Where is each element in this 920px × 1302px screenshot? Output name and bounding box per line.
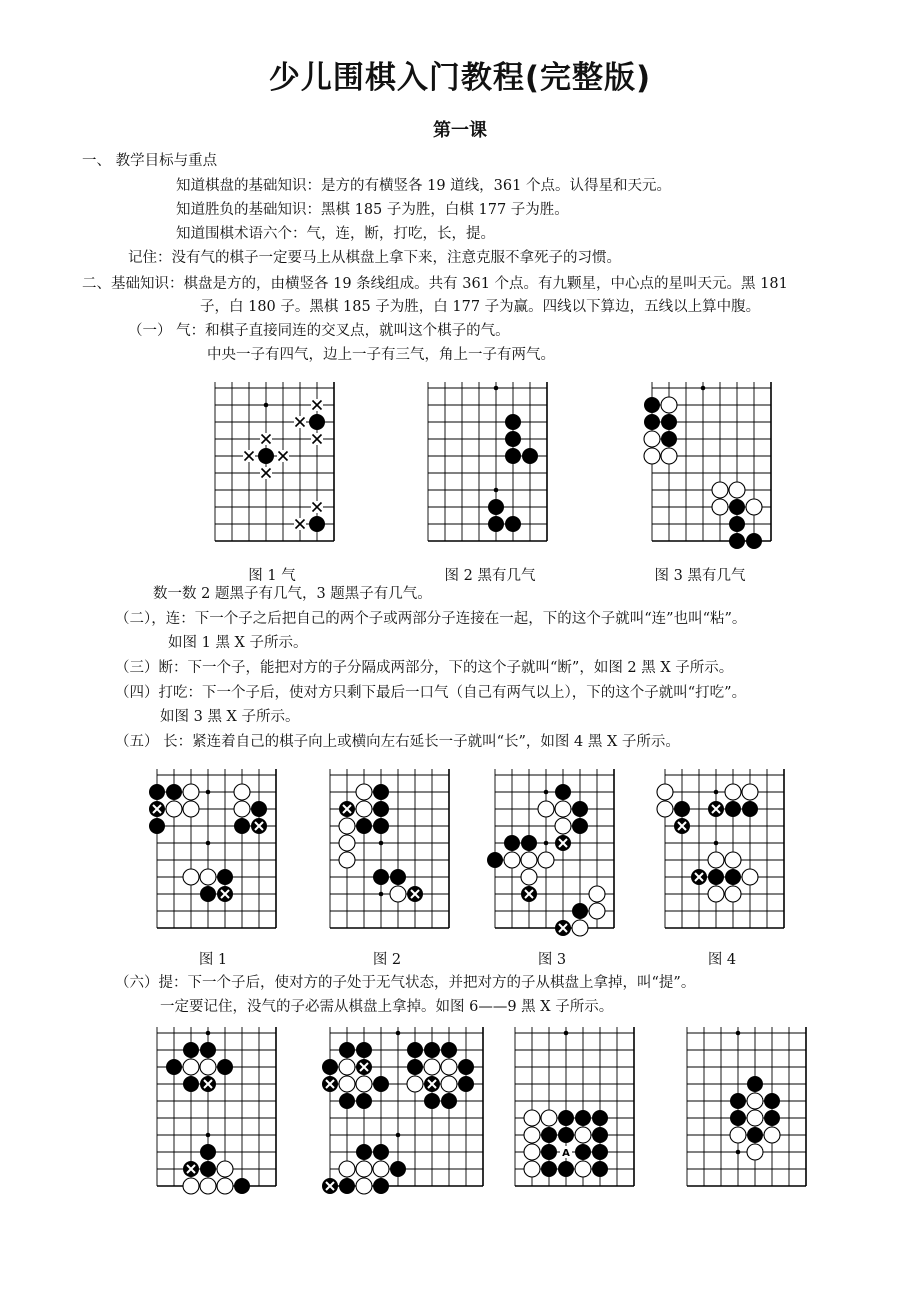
white-stone	[183, 784, 199, 800]
white-stone	[661, 397, 677, 413]
white-stone	[441, 1076, 457, 1092]
white-stone	[504, 852, 520, 868]
section-2-basics-cont: 子，白 180 子。黑棋 185 子为胜，白 177 子为赢。四线以下算边，五线以上算中腹。	[200, 299, 761, 315]
white-stone	[166, 801, 182, 817]
black-stone	[373, 818, 389, 834]
black-stone	[407, 1042, 423, 1058]
white-stone	[708, 886, 724, 902]
white-stone	[524, 1110, 540, 1126]
black-stone	[572, 801, 588, 817]
black-stone	[356, 1093, 372, 1109]
white-stone	[538, 852, 554, 868]
black-stone	[742, 801, 758, 817]
point-label: A	[562, 1148, 570, 1159]
black-stone	[541, 1144, 557, 1160]
black-stone	[166, 784, 182, 800]
white-stone	[339, 1076, 355, 1092]
white-stone	[725, 852, 741, 868]
caption-row2-fig3: 图 3	[537, 952, 567, 968]
dachi-figure-ref: 如图 3 黑 X 子所示。	[160, 709, 300, 725]
white-stone	[538, 801, 554, 817]
white-stone	[234, 801, 250, 817]
black-stone	[558, 1127, 574, 1143]
qi-definition: （一） 气：和棋子直接同连的交叉点，就叫这个棋子的气。	[128, 323, 510, 339]
black-stone	[661, 414, 677, 430]
board-qi-fig1	[205, 378, 344, 551]
black-stone	[200, 886, 216, 902]
black-stone	[747, 1127, 763, 1143]
caption-qi-fig3: 图 3 黑有几气	[654, 568, 746, 584]
black-stone	[200, 1161, 216, 1177]
section-2-basics: 二、基础知识：棋盘是方的，由横竖各 19 条线组成。共有 361 个点。有九颗星，中心点的星叫天元。黑 181	[82, 276, 788, 292]
count-qi-question: 数一数 2 题黑子有几气，3 题黑子有几气。	[153, 586, 432, 602]
white-stone	[575, 1161, 591, 1177]
star-point	[564, 1031, 569, 1036]
black-stone	[149, 818, 165, 834]
black-stone	[504, 835, 520, 851]
black-stone	[234, 818, 250, 834]
black-stone	[488, 499, 504, 515]
black-stone	[572, 818, 588, 834]
black-stone	[488, 516, 504, 532]
white-stone	[200, 1059, 216, 1075]
section-1-heading: 一、 教学目标与重点	[82, 153, 218, 169]
white-stone	[521, 869, 537, 885]
black-stone	[729, 533, 745, 549]
black-stone	[592, 1110, 608, 1126]
black-stone	[644, 414, 660, 430]
white-stone	[725, 886, 741, 902]
board-qi-fig3	[642, 378, 781, 551]
star-point	[206, 1133, 211, 1138]
black-stone	[217, 1059, 233, 1075]
reminder-text: 记住：没有气的棋子一定要马上从棋盘上拿下来，注意克服不拿死子的习惯。	[128, 250, 621, 266]
star-point	[206, 841, 211, 846]
black-stone	[200, 1144, 216, 1160]
white-stone	[373, 1161, 389, 1177]
white-stone	[356, 784, 372, 800]
white-stone	[555, 818, 571, 834]
ti-definition: （六）提：下一个子后，使对方的子处于无气状态，并把对方的子从棋盘上拿掉，叫“提”。	[115, 975, 696, 991]
black-stone	[441, 1093, 457, 1109]
black-stone	[339, 1042, 355, 1058]
black-stone	[373, 1178, 389, 1194]
star-point	[544, 841, 549, 846]
white-stone	[746, 499, 762, 515]
black-stone	[407, 1059, 423, 1075]
white-stone	[356, 1076, 372, 1092]
black-stone	[441, 1042, 457, 1058]
caption-row2-fig2: 图 2	[372, 952, 402, 968]
black-stone	[746, 533, 762, 549]
white-stone	[589, 903, 605, 919]
black-stone	[373, 869, 389, 885]
black-stone	[339, 1093, 355, 1109]
board-ti-fig6	[147, 1023, 286, 1196]
black-stone	[373, 1076, 389, 1092]
black-stone	[592, 1144, 608, 1160]
white-stone	[356, 1178, 372, 1194]
caption-qi-fig2: 图 2 黑有几气	[444, 568, 536, 584]
caption-qi-fig1: 图 1 气	[248, 568, 296, 584]
white-stone	[521, 852, 537, 868]
black-stone	[390, 1161, 406, 1177]
black-stone	[725, 869, 741, 885]
black-stone	[424, 1093, 440, 1109]
white-stone	[356, 801, 372, 817]
black-stone	[356, 1042, 372, 1058]
black-stone	[521, 835, 537, 851]
star-point	[264, 403, 269, 408]
black-stone	[356, 818, 372, 834]
duan-definition: （三）断：下一个子，能把对方的子分隔成两部分，下的这个子就叫“断”，如图 2 黑 X 子所示。	[115, 660, 734, 676]
white-stone	[708, 852, 724, 868]
black-stone	[183, 1042, 199, 1058]
black-stone	[505, 431, 521, 447]
lian-figure-ref: 如图 1 黑 X 子所示。	[168, 635, 308, 651]
white-stone	[183, 1059, 199, 1075]
white-stone	[712, 499, 728, 515]
white-stone	[657, 801, 673, 817]
black-stone	[730, 1110, 746, 1126]
black-stone	[322, 1059, 338, 1075]
white-stone	[661, 448, 677, 464]
black-stone	[661, 431, 677, 447]
white-stone	[572, 920, 588, 936]
star-point	[736, 1150, 741, 1155]
board-ti-fig8	[505, 1023, 644, 1196]
white-stone	[441, 1059, 457, 1075]
white-stone	[524, 1127, 540, 1143]
black-stone	[725, 801, 741, 817]
white-stone	[200, 869, 216, 885]
black-stone	[200, 1042, 216, 1058]
white-stone	[712, 482, 728, 498]
black-stone	[747, 1076, 763, 1092]
lesson-heading: 第一课	[433, 120, 487, 141]
white-stone	[183, 801, 199, 817]
white-stone	[729, 482, 745, 498]
star-point	[379, 892, 384, 897]
black-stone	[505, 414, 521, 430]
star-point	[714, 790, 719, 795]
white-stone	[764, 1127, 780, 1143]
white-stone	[339, 818, 355, 834]
white-stone	[644, 448, 660, 464]
black-stone	[424, 1042, 440, 1058]
white-stone	[747, 1144, 763, 1160]
white-stone	[644, 431, 660, 447]
black-stone	[708, 869, 724, 885]
white-stone	[390, 886, 406, 902]
black-stone	[373, 784, 389, 800]
black-stone	[764, 1093, 780, 1109]
qi-examples: 中央一子有四气，边上一子有三气，角上一子有两气。	[207, 347, 555, 363]
black-stone	[339, 1178, 355, 1194]
black-stone	[644, 397, 660, 413]
star-point	[206, 790, 211, 795]
white-stone	[217, 1161, 233, 1177]
white-stone	[339, 1161, 355, 1177]
black-stone	[487, 852, 503, 868]
dachi-definition: （四）打吃：下一个子后，使对方只剩下最后一口气（自己有两气以上），下的这个子就叫“打吃”。	[115, 685, 747, 701]
white-stone	[524, 1144, 540, 1160]
black-stone	[373, 1144, 389, 1160]
goal-board-basics: 知道棋盘的基础知识：是方的有横竖各 19 道线，361 个点。认得星和天元。	[176, 178, 671, 194]
black-stone	[258, 448, 274, 464]
white-stone	[524, 1161, 540, 1177]
black-stone	[373, 801, 389, 817]
chang-definition: （五） 长：紧连着自己的棋子向上或横向左右延长一子就叫“长”，如图 4 黑 X 子所示。	[115, 734, 680, 750]
black-stone	[575, 1144, 591, 1160]
star-point	[206, 1031, 211, 1036]
white-stone	[541, 1110, 557, 1126]
board-duan-fig2	[320, 765, 459, 938]
black-stone	[356, 1144, 372, 1160]
white-stone	[575, 1127, 591, 1143]
star-point	[544, 790, 549, 795]
black-stone	[555, 784, 571, 800]
white-stone	[339, 1059, 355, 1075]
white-stone	[589, 886, 605, 902]
white-stone	[747, 1093, 763, 1109]
white-stone	[730, 1127, 746, 1143]
white-stone	[356, 1161, 372, 1177]
goal-win-rules: 知道胜负的基础知识：黑棋 185 子为胜，白棋 177 子为胜。	[176, 202, 569, 218]
white-stone	[742, 784, 758, 800]
star-point	[379, 841, 384, 846]
black-stone	[575, 1110, 591, 1126]
white-stone	[747, 1110, 763, 1126]
ti-reminder: 一定要记住，没气的子必需从棋盘上拿掉。如图 6——9 黑 X 子所示。	[160, 999, 614, 1015]
black-stone	[729, 516, 745, 532]
board-qi-fig2	[418, 378, 557, 551]
white-stone	[217, 1178, 233, 1194]
black-stone	[674, 801, 690, 817]
black-stone	[309, 516, 325, 532]
white-stone	[742, 869, 758, 885]
black-stone	[730, 1093, 746, 1109]
black-stone	[234, 1178, 250, 1194]
black-stone	[522, 448, 538, 464]
white-stone	[339, 852, 355, 868]
black-stone	[505, 448, 521, 464]
white-stone	[234, 784, 250, 800]
board-ti-fig9	[677, 1023, 816, 1196]
black-stone	[183, 1076, 199, 1092]
black-stone	[764, 1110, 780, 1126]
black-stone	[541, 1161, 557, 1177]
black-stone	[217, 869, 233, 885]
star-point	[396, 1133, 401, 1138]
black-stone	[458, 1059, 474, 1075]
white-stone	[183, 869, 199, 885]
board-lian-fig1	[147, 765, 286, 938]
black-stone	[149, 784, 165, 800]
star-point	[494, 488, 499, 493]
star-point	[714, 841, 719, 846]
star-point	[396, 1031, 401, 1036]
black-stone	[251, 801, 267, 817]
white-stone	[424, 1059, 440, 1075]
black-stone	[572, 903, 588, 919]
white-stone	[407, 1076, 423, 1092]
black-stone	[390, 869, 406, 885]
white-stone	[183, 1178, 199, 1194]
white-stone	[657, 784, 673, 800]
black-stone	[458, 1076, 474, 1092]
star-point	[494, 386, 499, 391]
board-dachi-fig3	[485, 765, 624, 938]
black-stone	[729, 499, 745, 515]
board-ti-fig7	[320, 1023, 493, 1196]
white-stone	[725, 784, 741, 800]
black-stone	[309, 414, 325, 430]
white-stone	[339, 835, 355, 851]
black-stone	[558, 1110, 574, 1126]
board-chang-fig4	[655, 765, 794, 938]
lian-definition: （二），连：下一个子之后把自己的两个子或两部分子连接在一起，下的这个子就叫“连”也叫“粘”。	[115, 611, 747, 627]
document-title: 少儿围棋入门教程(完整版)	[268, 60, 652, 96]
black-stone	[505, 516, 521, 532]
goal-terms: 知道围棋术语六个：气，连，断，打吃，长，提。	[176, 226, 495, 242]
white-stone	[200, 1178, 216, 1194]
black-stone	[558, 1161, 574, 1177]
star-point	[736, 1031, 741, 1036]
caption-row2-fig1: 图 1	[198, 952, 228, 968]
black-stone	[541, 1127, 557, 1143]
white-stone	[555, 801, 571, 817]
black-stone	[592, 1161, 608, 1177]
star-point	[701, 386, 706, 391]
black-stone	[166, 1059, 182, 1075]
black-stone	[592, 1127, 608, 1143]
caption-row2-fig4: 图 4	[707, 952, 737, 968]
